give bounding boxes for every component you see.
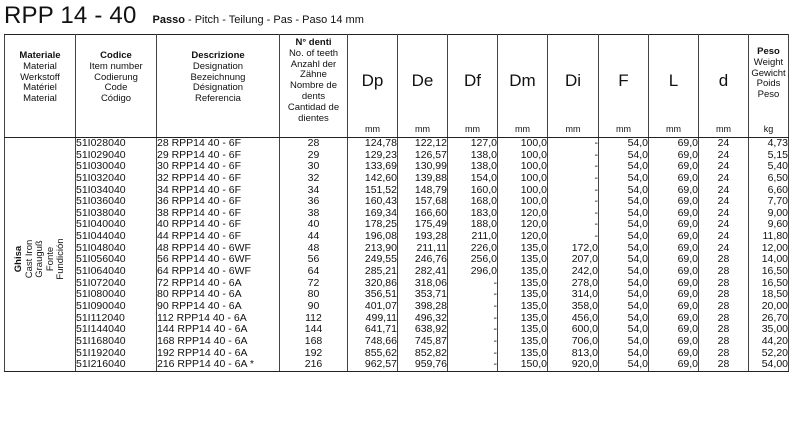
cell-df: 138,0	[470, 160, 497, 173]
cell-de: 852,82	[414, 346, 447, 359]
cell-f: 54,0	[627, 323, 648, 336]
cell-di: -	[594, 171, 598, 184]
cell-peso: 44,20	[761, 334, 788, 347]
cell-descrizione: 72 RPP14 40 - 6A	[157, 276, 242, 289]
cell-di: -	[594, 160, 598, 173]
cell-f: 54,0	[627, 253, 648, 266]
col-denti	[280, 138, 348, 372]
cell-peso: 4,73	[767, 137, 788, 149]
cell-f: 54,0	[627, 206, 648, 219]
cell-df: 168,0	[470, 195, 497, 208]
cell-dm: 100,0	[520, 195, 547, 208]
header-row	[5, 35, 789, 138]
cell-df: 296,0	[470, 265, 497, 278]
cell-f: 54,0	[627, 288, 648, 301]
cell-codice: 51I090040	[76, 299, 126, 312]
cell-descrizione: 56 RPP14 40 - 6WF	[157, 253, 251, 266]
cell-l: 69,0	[677, 195, 698, 208]
cell-dm: 135,0	[520, 265, 547, 278]
cell-l: 69,0	[677, 230, 698, 243]
cell-dm: 135,0	[520, 323, 547, 336]
cell-codice: 51I030040	[76, 160, 126, 173]
cell-di: -	[594, 206, 598, 219]
cell-peso: 54,00	[761, 358, 788, 371]
cell-di: 314,0	[571, 288, 598, 301]
col-descrizione	[157, 138, 280, 372]
cell-peso: 18,50	[761, 288, 788, 301]
cell-descrizione: 36 RPP14 40 - 6F	[157, 195, 242, 208]
cell-codice: 51I038040	[76, 206, 126, 219]
cell-d: 24	[717, 241, 730, 254]
cell-peso: 11,80	[762, 230, 788, 243]
cell-df: -	[493, 358, 497, 371]
cell-l: 69,0	[677, 288, 698, 301]
cell-dp: 962,57	[364, 358, 397, 371]
cell-di: -	[594, 195, 598, 208]
cell-l: 69,0	[677, 183, 698, 196]
cell-dm: 135,0	[520, 299, 547, 312]
header-codice: Codice Item number Codierung Code Código	[76, 35, 157, 138]
cell-di: -	[594, 148, 598, 161]
cell-codice: 51I168040	[76, 334, 126, 347]
material-label: Ghisa Cast Iron Grauguß Fonte Fundición	[12, 238, 66, 280]
cell-de: 211,11	[416, 241, 447, 254]
cell-descrizione: 80 RPP14 40 - 6A	[157, 288, 242, 301]
cell-di: 172,0	[571, 241, 598, 254]
col-codice	[76, 138, 157, 372]
cell-df: -	[493, 346, 497, 359]
cell-d: 24	[717, 148, 730, 161]
cell-dm: 100,0	[520, 160, 547, 173]
cell-df: 188,0	[470, 218, 497, 231]
cell-dm: 150,0	[520, 358, 547, 371]
header-peso: Peso Weight Gewicht Poids Peso kg	[749, 35, 789, 138]
cell-f: 54,0	[627, 230, 648, 243]
cell-de: 318,06	[414, 276, 447, 289]
cell-denti: 144	[304, 323, 323, 336]
cell-dp: 401,07	[364, 299, 397, 312]
cell-di: 706,0	[571, 334, 598, 347]
cell-d: 24	[717, 218, 730, 231]
cell-peso: 5,15	[767, 148, 788, 161]
cell-de: 166,60	[414, 206, 447, 219]
cell-denti: 64	[307, 265, 320, 278]
cell-descrizione: 192 RPP14 40 - 6A	[157, 346, 248, 359]
cell-denti: 72	[307, 276, 320, 289]
cell-dp: 249,55	[364, 253, 397, 266]
cell-denti: 80	[307, 288, 320, 301]
cell-df: -	[493, 323, 497, 336]
cell-dm: 135,0	[520, 253, 547, 266]
material-cell	[5, 138, 76, 372]
cell-denti: 216	[304, 358, 323, 371]
cell-d: 24	[717, 137, 730, 149]
cell-f: 54,0	[627, 171, 648, 184]
cell-df: 183,0	[470, 206, 497, 219]
cell-de: 496,32	[414, 311, 447, 324]
cell-di: -	[594, 218, 598, 231]
cell-descrizione: 38 RPP14 40 - 6F	[157, 206, 242, 219]
cell-de: 175,49	[414, 218, 447, 231]
cell-dp: 169,34	[364, 206, 397, 219]
cell-de: 246,76	[414, 253, 447, 266]
cell-peso: 6,50	[767, 171, 788, 184]
cell-f: 54,0	[627, 137, 648, 149]
cell-codice: 51I064040	[76, 265, 126, 278]
cell-di: 600,0	[571, 323, 598, 336]
cell-l: 69,0	[677, 323, 698, 336]
cell-df: -	[493, 311, 497, 324]
cell-denti: 90	[307, 299, 320, 312]
cell-codice: 51I036040	[76, 195, 126, 208]
cell-codice: 51I032040	[76, 171, 126, 184]
header-f: F mm	[599, 35, 649, 138]
cell-dm: 135,0	[520, 346, 547, 359]
cell-di: -	[594, 183, 598, 196]
header-d: d mm	[699, 35, 749, 138]
cell-dp: 142,60	[364, 171, 397, 184]
cell-f: 54,0	[627, 218, 648, 231]
cell-l: 69,0	[677, 160, 698, 173]
cell-descrizione: 48 RPP14 40 - 6WF	[157, 241, 251, 254]
cell-peso: 9,60	[767, 218, 788, 231]
cell-descrizione: 64 RPP14 40 - 6WF	[157, 265, 251, 278]
cell-dp: 196,08	[364, 230, 397, 243]
cell-denti: 168	[304, 334, 323, 347]
cell-codice: 51I216040	[76, 358, 126, 371]
cell-denti: 192	[304, 346, 323, 359]
cell-dm: 135,0	[520, 334, 547, 347]
cell-peso: 12,00	[761, 241, 788, 254]
cell-denti: 38	[307, 206, 320, 219]
cell-df: -	[493, 334, 497, 347]
cell-peso: 26,70	[761, 311, 788, 324]
cell-peso: 9,00	[767, 206, 788, 219]
cell-dp: 285,21	[364, 265, 397, 278]
cell-denti: 29	[307, 148, 320, 161]
cell-de: 959,76	[414, 358, 447, 371]
cell-dm: 100,0	[520, 148, 547, 161]
cell-dm: 100,0	[520, 137, 547, 149]
cell-l: 69,0	[677, 276, 698, 289]
cell-l: 69,0	[677, 241, 698, 254]
cell-d: 24	[717, 171, 730, 184]
cell-dp: 133,69	[364, 160, 397, 173]
cell-dm: 120,0	[520, 218, 547, 231]
passo-label: Passo	[152, 14, 185, 26]
cell-l: 69,0	[677, 299, 698, 312]
cell-f: 54,0	[627, 346, 648, 359]
cell-descrizione: 90 RPP14 40 - 6A	[157, 299, 242, 312]
cell-dm: 135,0	[520, 288, 547, 301]
cell-l: 69,0	[677, 253, 698, 266]
cell-d: 28	[717, 323, 730, 336]
cell-peso: 5,40	[767, 160, 788, 173]
cell-dp: 855,62	[364, 346, 397, 359]
cell-codice: 51I028040	[76, 137, 126, 149]
cell-di: 920,0	[571, 358, 598, 371]
passo-rest: - Pitch - Teilung - Pas - Paso 14 mm	[184, 14, 364, 26]
data-body	[5, 138, 789, 372]
cell-denti: 40	[307, 218, 320, 231]
cell-di: -	[594, 230, 598, 243]
col-l	[649, 138, 699, 372]
cell-de: 353,71	[414, 288, 447, 301]
cell-f: 54,0	[627, 334, 648, 347]
cell-df: 226,0	[470, 241, 497, 254]
cell-d: 28	[717, 253, 730, 266]
cell-denti: 112	[305, 311, 322, 324]
cell-dm: 135,0	[520, 311, 547, 324]
cell-descrizione: 29 RPP14 40 - 6F	[157, 148, 242, 161]
cell-descrizione: 112 RPP14 40 - 6A	[157, 311, 247, 324]
col-df	[448, 138, 498, 372]
cell-de: 139,88	[414, 171, 447, 184]
col-de	[398, 138, 448, 372]
header-n-denti: N° denti No. of teeth Anzahl der Zähne Nombre de dents Cantidad de dientes	[280, 35, 348, 138]
cell-df: 160,0	[470, 183, 497, 196]
cell-di: 207,0	[571, 253, 598, 266]
cell-descrizione: 216 RPP14 40 - 6A *	[157, 358, 254, 371]
cell-f: 54,0	[627, 160, 648, 173]
col-di	[548, 138, 599, 372]
cell-descrizione: 144 RPP14 40 - 6A	[157, 323, 248, 336]
cell-codice: 51I144040	[76, 323, 126, 336]
cell-de: 126,57	[414, 148, 447, 161]
cell-descrizione: 44 RPP14 40 - 6F	[157, 230, 242, 243]
cell-f: 54,0	[627, 195, 648, 208]
cell-dm: 100,0	[520, 171, 547, 184]
cell-descrizione: 40 RPP14 40 - 6F	[157, 218, 242, 231]
cell-di: 456,0	[571, 311, 598, 324]
cell-f: 54,0	[627, 311, 648, 324]
cell-peso: 16,50	[761, 265, 788, 278]
header-de: De mm	[398, 35, 448, 138]
cell-d: 28	[717, 346, 730, 359]
cell-dp: 178,25	[364, 218, 397, 231]
cell-d: 28	[717, 299, 730, 312]
cell-peso: 16,50	[761, 276, 788, 289]
pitch-subtitle	[153, 14, 364, 26]
cell-denti: 48	[307, 241, 320, 254]
cell-descrizione: 30 RPP14 40 - 6F	[157, 160, 242, 173]
cell-l: 69,0	[677, 218, 698, 231]
col-dm	[498, 138, 548, 372]
cell-d: 24	[717, 183, 730, 196]
cell-f: 54,0	[627, 183, 648, 196]
title-row	[4, 2, 364, 32]
header-di: Di mm	[548, 35, 599, 138]
cell-d: 28	[717, 265, 730, 278]
cell-l: 69,0	[677, 311, 698, 324]
cell-dp: 129,23	[364, 148, 397, 161]
cell-l: 69,0	[677, 346, 698, 359]
cell-denti: 36	[307, 195, 320, 208]
cell-denti: 30	[307, 160, 320, 173]
cell-de: 398,28	[414, 299, 447, 312]
cell-d: 28	[717, 276, 730, 289]
cell-d: 24	[717, 206, 730, 219]
cell-dp: 499,11	[365, 311, 397, 324]
cell-d: 28	[717, 358, 730, 371]
header-dm: Dm mm	[498, 35, 548, 138]
cell-codice: 51I056040	[76, 253, 126, 266]
cell-codice: 51I034040	[76, 183, 126, 196]
cell-peso: 52,20	[761, 346, 788, 359]
cell-di: 278,0	[571, 276, 598, 289]
cell-codice: 51I040040	[76, 218, 126, 231]
cell-denti: 34	[307, 183, 320, 196]
cell-de: 193,28	[414, 230, 447, 243]
col-dp	[348, 138, 398, 372]
cell-peso: 7,70	[767, 195, 788, 208]
cell-dp: 151,52	[364, 183, 397, 196]
header-materiale: Materiale Material Werkstoff Matériel Material	[5, 35, 76, 138]
cell-df: -	[493, 288, 497, 301]
cell-df: 154,0	[470, 171, 497, 184]
col-f	[599, 138, 649, 372]
cell-codice: 51I112040	[76, 311, 125, 324]
cell-df: 256,0	[470, 253, 497, 266]
cell-d: 28	[717, 311, 730, 324]
cell-descrizione: 32 RPP14 40 - 6F	[157, 171, 242, 184]
cell-f: 54,0	[627, 148, 648, 161]
cell-df: -	[493, 276, 497, 289]
cell-df: 138,0	[470, 148, 497, 161]
cell-dm: 100,0	[520, 183, 547, 196]
cell-dp: 641,71	[364, 323, 397, 336]
cell-de: 638,92	[414, 323, 447, 336]
cell-f: 54,0	[627, 276, 648, 289]
cell-denti: 44	[307, 230, 320, 243]
cell-f: 54,0	[627, 299, 648, 312]
cell-d: 24	[717, 160, 730, 173]
header-df: Df mm	[448, 35, 498, 138]
cell-df: 211,0	[471, 230, 497, 243]
cell-l: 69,0	[677, 358, 698, 371]
cell-l: 69,0	[677, 137, 698, 149]
cell-f: 54,0	[627, 358, 648, 371]
cell-peso: 35,00	[761, 323, 788, 336]
header-dp: Dp mm	[348, 35, 398, 138]
cell-dp: 213,90	[364, 241, 397, 254]
cell-peso: 6,60	[767, 183, 788, 196]
cell-codice: 51I080040	[76, 288, 126, 301]
cell-d: 24	[717, 195, 730, 208]
cell-di: 242,0	[571, 265, 598, 278]
cell-d: 24	[717, 230, 730, 243]
cell-l: 69,0	[677, 206, 698, 219]
cell-descrizione: 34 RPP14 40 - 6F	[157, 183, 242, 196]
cell-l: 69,0	[677, 148, 698, 161]
cell-codice: 51I029040	[76, 148, 126, 161]
page-title: RPP 14 - 40	[4, 2, 137, 29]
cell-denti: 28	[307, 137, 320, 149]
cell-de: 282,41	[414, 265, 447, 278]
cell-di: 813,0	[571, 346, 598, 359]
cell-dm: 120,0	[520, 230, 547, 243]
product-table	[4, 34, 789, 372]
cell-dp: 356,51	[364, 288, 397, 301]
cell-codice: 51I192040	[76, 346, 126, 359]
cell-dm: 120,0	[520, 206, 547, 219]
cell-d: 28	[717, 334, 730, 347]
cell-peso: 14,00	[761, 253, 788, 266]
cell-de: 148,79	[414, 183, 447, 196]
cell-dp: 160,43	[364, 195, 397, 208]
header-l: L mm	[649, 35, 699, 138]
cell-f: 54,0	[627, 265, 648, 278]
cell-de: 157,68	[414, 195, 447, 208]
col-peso	[749, 138, 789, 372]
cell-dp: 124,78	[364, 137, 397, 149]
cell-codice: 51I048040	[76, 241, 126, 254]
cell-codice: 51I044040	[76, 230, 126, 243]
cell-di: -	[594, 137, 598, 149]
cell-codice: 51I072040	[76, 276, 126, 289]
cell-l: 69,0	[677, 171, 698, 184]
cell-descrizione: 168 RPP14 40 - 6A	[157, 334, 248, 347]
cell-de: 122,12	[414, 137, 447, 149]
cell-dm: 135,0	[520, 276, 547, 289]
cell-l: 69,0	[677, 334, 698, 347]
cell-l: 69,0	[677, 265, 698, 278]
cell-f: 54,0	[627, 241, 648, 254]
cell-de: 130,99	[414, 160, 447, 173]
cell-d: 28	[717, 288, 730, 301]
cell-denti: 32	[307, 171, 320, 184]
cell-dp: 748,66	[364, 334, 397, 347]
cell-denti: 56	[307, 253, 320, 266]
col-d	[699, 138, 749, 372]
cell-de: 745,87	[414, 334, 447, 347]
cell-peso: 20,00	[761, 299, 788, 312]
cell-dm: 135,0	[520, 241, 547, 254]
cell-df: -	[493, 299, 497, 312]
header-descrizione: Descrizione Designation Bezeichnung Désignation Referencia	[157, 35, 280, 138]
cell-descrizione: 28 RPP14 40 - 6F	[157, 137, 242, 149]
cell-di: 358,0	[571, 299, 598, 312]
cell-dp: 320,86	[364, 276, 397, 289]
cell-df: 127,0	[470, 137, 497, 149]
